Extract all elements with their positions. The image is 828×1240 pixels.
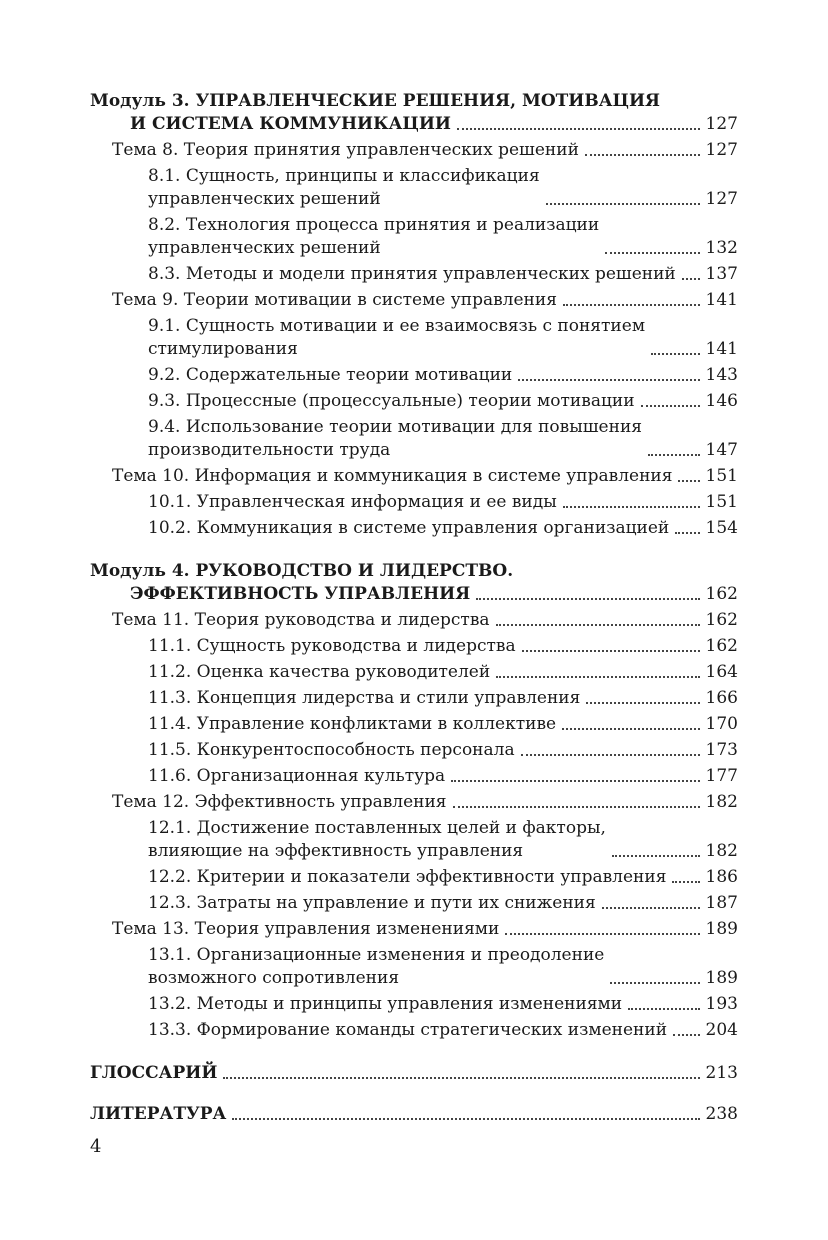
subsection-title-line2: влияющие на эффективность управления <box>148 841 524 861</box>
leader-dots <box>451 780 699 782</box>
page-ref: 127 <box>705 114 738 134</box>
topic-title: Тема 11. Теория руководства и лидерства <box>112 610 490 630</box>
leader-dots <box>457 128 700 130</box>
page-ref: 186 <box>705 867 738 887</box>
subsection-11-5 <box>90 739 738 762</box>
subsection-title-line1: 8.1. Сущность, принципы и классификация <box>148 166 540 186</box>
leader-dots <box>476 598 699 600</box>
page-ref: 177 <box>705 766 738 786</box>
subsection-11-4 <box>90 713 738 736</box>
topic-11 <box>90 609 738 632</box>
page-ref: 154 <box>705 518 738 538</box>
topic-12 <box>90 791 738 814</box>
leader-dots <box>496 676 699 678</box>
page-ref: 132 <box>705 238 738 258</box>
topic-9 <box>90 289 738 312</box>
module-prefix: Модуль 3. <box>90 91 190 111</box>
leader-dots <box>672 881 699 883</box>
module-4 <box>90 560 738 1042</box>
leader-dots <box>562 728 699 730</box>
leader-dots <box>673 1034 700 1036</box>
subsection-12-2 <box>90 866 738 889</box>
subsection-title-line1: 9.1. Сущность мотивации и ее взаимосвязь с понятием <box>148 316 646 336</box>
subsection-10-1 <box>90 491 738 514</box>
leader-dots <box>546 203 700 205</box>
subsection-12-3 <box>90 892 738 915</box>
subsection-title: 11.1. Сущность руководства и лидерства <box>148 636 516 656</box>
literature-title: ЛИТЕРАТУРА <box>90 1104 227 1124</box>
subsection-9-3 <box>90 390 738 413</box>
subsection-13-2 <box>90 993 738 1016</box>
page-ref: 213 <box>705 1063 738 1083</box>
subsection-title-line1: 9.4. Использование теории мотивации для повышения <box>148 417 643 437</box>
leader-dots <box>505 933 699 935</box>
leader-dots <box>521 754 700 756</box>
page-ref: 173 <box>705 740 738 760</box>
subsection-13-3 <box>90 1019 738 1042</box>
module-title-line2: ЭФФЕКТИВНОСТЬ УПРАВЛЕНИЯ <box>130 584 471 604</box>
subsection-10-2 <box>90 517 738 540</box>
topic-8 <box>90 139 738 162</box>
page-ref: 189 <box>705 968 738 988</box>
subsection-11-6 <box>90 765 738 788</box>
page-ref: 151 <box>705 492 738 512</box>
page-ref: 182 <box>705 841 738 861</box>
leader-dots <box>522 650 700 652</box>
subsection-12-1 <box>90 817 738 863</box>
page-ref: 238 <box>705 1104 738 1124</box>
glossary-entry <box>90 1062 738 1085</box>
page-ref: 164 <box>705 662 738 682</box>
leader-dots <box>678 480 699 482</box>
subsection-title-line2: управленческих решений <box>148 238 381 258</box>
leader-dots <box>675 532 699 534</box>
subsection-title: 9.3. Процессные (процессуальные) теории мотивации <box>148 391 635 411</box>
module-title-line1: УПРАВЛЕНЧЕСКИЕ РЕШЕНИЯ, МОТИВАЦИЯ <box>195 91 661 111</box>
leader-dots <box>628 1008 699 1010</box>
leader-dots <box>563 506 700 508</box>
subsection-11-3 <box>90 687 738 710</box>
page-ref: 193 <box>705 994 738 1014</box>
subsection-9-2 <box>90 364 738 387</box>
leader-dots <box>682 278 700 280</box>
subsection-8-2 <box>90 214 738 260</box>
page-ref: 141 <box>705 339 738 359</box>
leader-dots <box>586 702 699 704</box>
topic-title: Тема 8. Теория принятия управленческих решений <box>112 140 579 160</box>
module-4-title-line2 <box>90 583 738 606</box>
subsection-title: 9.2. Содержательные теории мотивации <box>148 365 513 385</box>
subsection-13-1 <box>90 944 738 990</box>
page-ref: 146 <box>705 391 738 411</box>
subsection-title-line2: возможного сопротивления <box>148 968 400 988</box>
subsection-title: 13.3. Формирование команды стратегических изменений <box>148 1020 668 1040</box>
leader-dots <box>651 353 700 355</box>
subsection-title: 11.6. Организационная культура <box>148 766 446 786</box>
module-3-heading <box>90 90 738 113</box>
subsection-title: 11.3. Концепция лидерства и стили управления <box>148 688 581 708</box>
module-3 <box>90 90 738 540</box>
subsection-8-1 <box>90 165 738 211</box>
topic-title: Тема 12. Эффективность управления <box>112 792 447 812</box>
literature-entry <box>90 1103 738 1126</box>
leader-dots <box>223 1077 699 1079</box>
subsection-title: 10.1. Управленческая информация и ее виды <box>148 492 557 512</box>
subsection-title-line2: производительности труда <box>148 440 391 460</box>
topic-title: Тема 13. Теория управления изменениями <box>112 919 500 939</box>
page-ref: 141 <box>705 290 738 310</box>
page-ref: 151 <box>705 466 738 486</box>
subsection-title <box>148 214 599 260</box>
page-number: 4 <box>90 1136 102 1157</box>
subsection-title: 10.2. Коммуникация в системе управления организацией <box>148 518 670 538</box>
page-ref: 147 <box>705 440 738 460</box>
subsection-title: 12.3. Затраты на управление и пути их снижения <box>148 893 596 913</box>
page-ref: 127 <box>705 140 738 160</box>
leader-dots <box>453 806 700 808</box>
leader-dots <box>641 405 700 407</box>
leader-dots <box>496 624 700 626</box>
subsection-title <box>148 944 604 990</box>
subsection-title-line2: управленческих решений <box>148 189 381 209</box>
subsection-title <box>148 165 540 211</box>
subsection-title: 11.4. Управление конфликтами в коллективе <box>148 714 557 734</box>
subsection-title <box>148 315 645 361</box>
topic-10 <box>90 465 738 488</box>
glossary-title: ГЛОССАРИЙ <box>90 1063 218 1083</box>
subsection-title-line1: 13.1. Организационные изменения и преодоление <box>148 945 605 965</box>
leader-dots <box>585 154 700 156</box>
page-ref: 204 <box>705 1020 738 1040</box>
module-title-line2: И СИСТЕМА КОММУНИКАЦИИ <box>130 114 451 134</box>
leader-dots <box>563 304 700 306</box>
page-ref: 143 <box>705 365 738 385</box>
topic-13 <box>90 918 738 941</box>
subsection-title-line1: 12.1. Достижение поставленных целей и факторы, <box>148 818 606 838</box>
subsection-title <box>148 817 606 863</box>
subsection-title-line1: 8.2. Технология процесса принятия и реализации <box>148 215 600 235</box>
subsection-title: 13.2. Методы и принципы управления изменениями <box>148 994 623 1014</box>
page-ref: 137 <box>705 264 738 284</box>
leader-dots <box>518 379 699 381</box>
page-ref: 162 <box>705 636 738 656</box>
leader-dots <box>610 982 699 984</box>
subsection-title: 11.2. Оценка качества руководителей <box>148 662 491 682</box>
module-3-title-line2 <box>90 113 738 136</box>
page-ref: 162 <box>705 610 738 630</box>
page-ref: 127 <box>705 189 738 209</box>
module-4-heading <box>90 560 738 583</box>
page-ref: 187 <box>705 893 738 913</box>
page-ref: 182 <box>705 792 738 812</box>
subsection-title: 12.2. Критерии и показатели эффективности управления <box>148 867 667 887</box>
table-of-contents <box>90 90 738 1129</box>
subsection-8-3 <box>90 263 738 286</box>
leader-dots <box>232 1118 699 1120</box>
module-prefix: Модуль 4. <box>90 561 190 581</box>
subsection-title: 8.3. Методы и модели принятия управленческих решений <box>148 264 676 284</box>
page-ref: 170 <box>705 714 738 734</box>
subsection-title: 11.5. Конкурентоспособность персонала <box>148 740 515 760</box>
subsection-9-1 <box>90 315 738 361</box>
subsection-9-4 <box>90 416 738 462</box>
leader-dots <box>605 252 699 254</box>
leader-dots <box>612 855 700 857</box>
leader-dots <box>648 454 700 456</box>
page-ref: 189 <box>705 919 738 939</box>
subsection-title-line2: стимулирования <box>148 339 298 359</box>
topic-title: Тема 9. Теории мотивации в системе управления <box>112 290 557 310</box>
module-title-line1: РУКОВОДСТВО И ЛИДЕРСТВО. <box>195 561 514 581</box>
subsection-title <box>148 416 642 462</box>
leader-dots <box>602 907 700 909</box>
page-ref: 166 <box>705 688 738 708</box>
topic-title: Тема 10. Информация и коммуникация в системе управления <box>112 466 673 486</box>
subsection-11-2 <box>90 661 738 684</box>
subsection-11-1 <box>90 635 738 658</box>
page-ref: 162 <box>705 584 738 604</box>
